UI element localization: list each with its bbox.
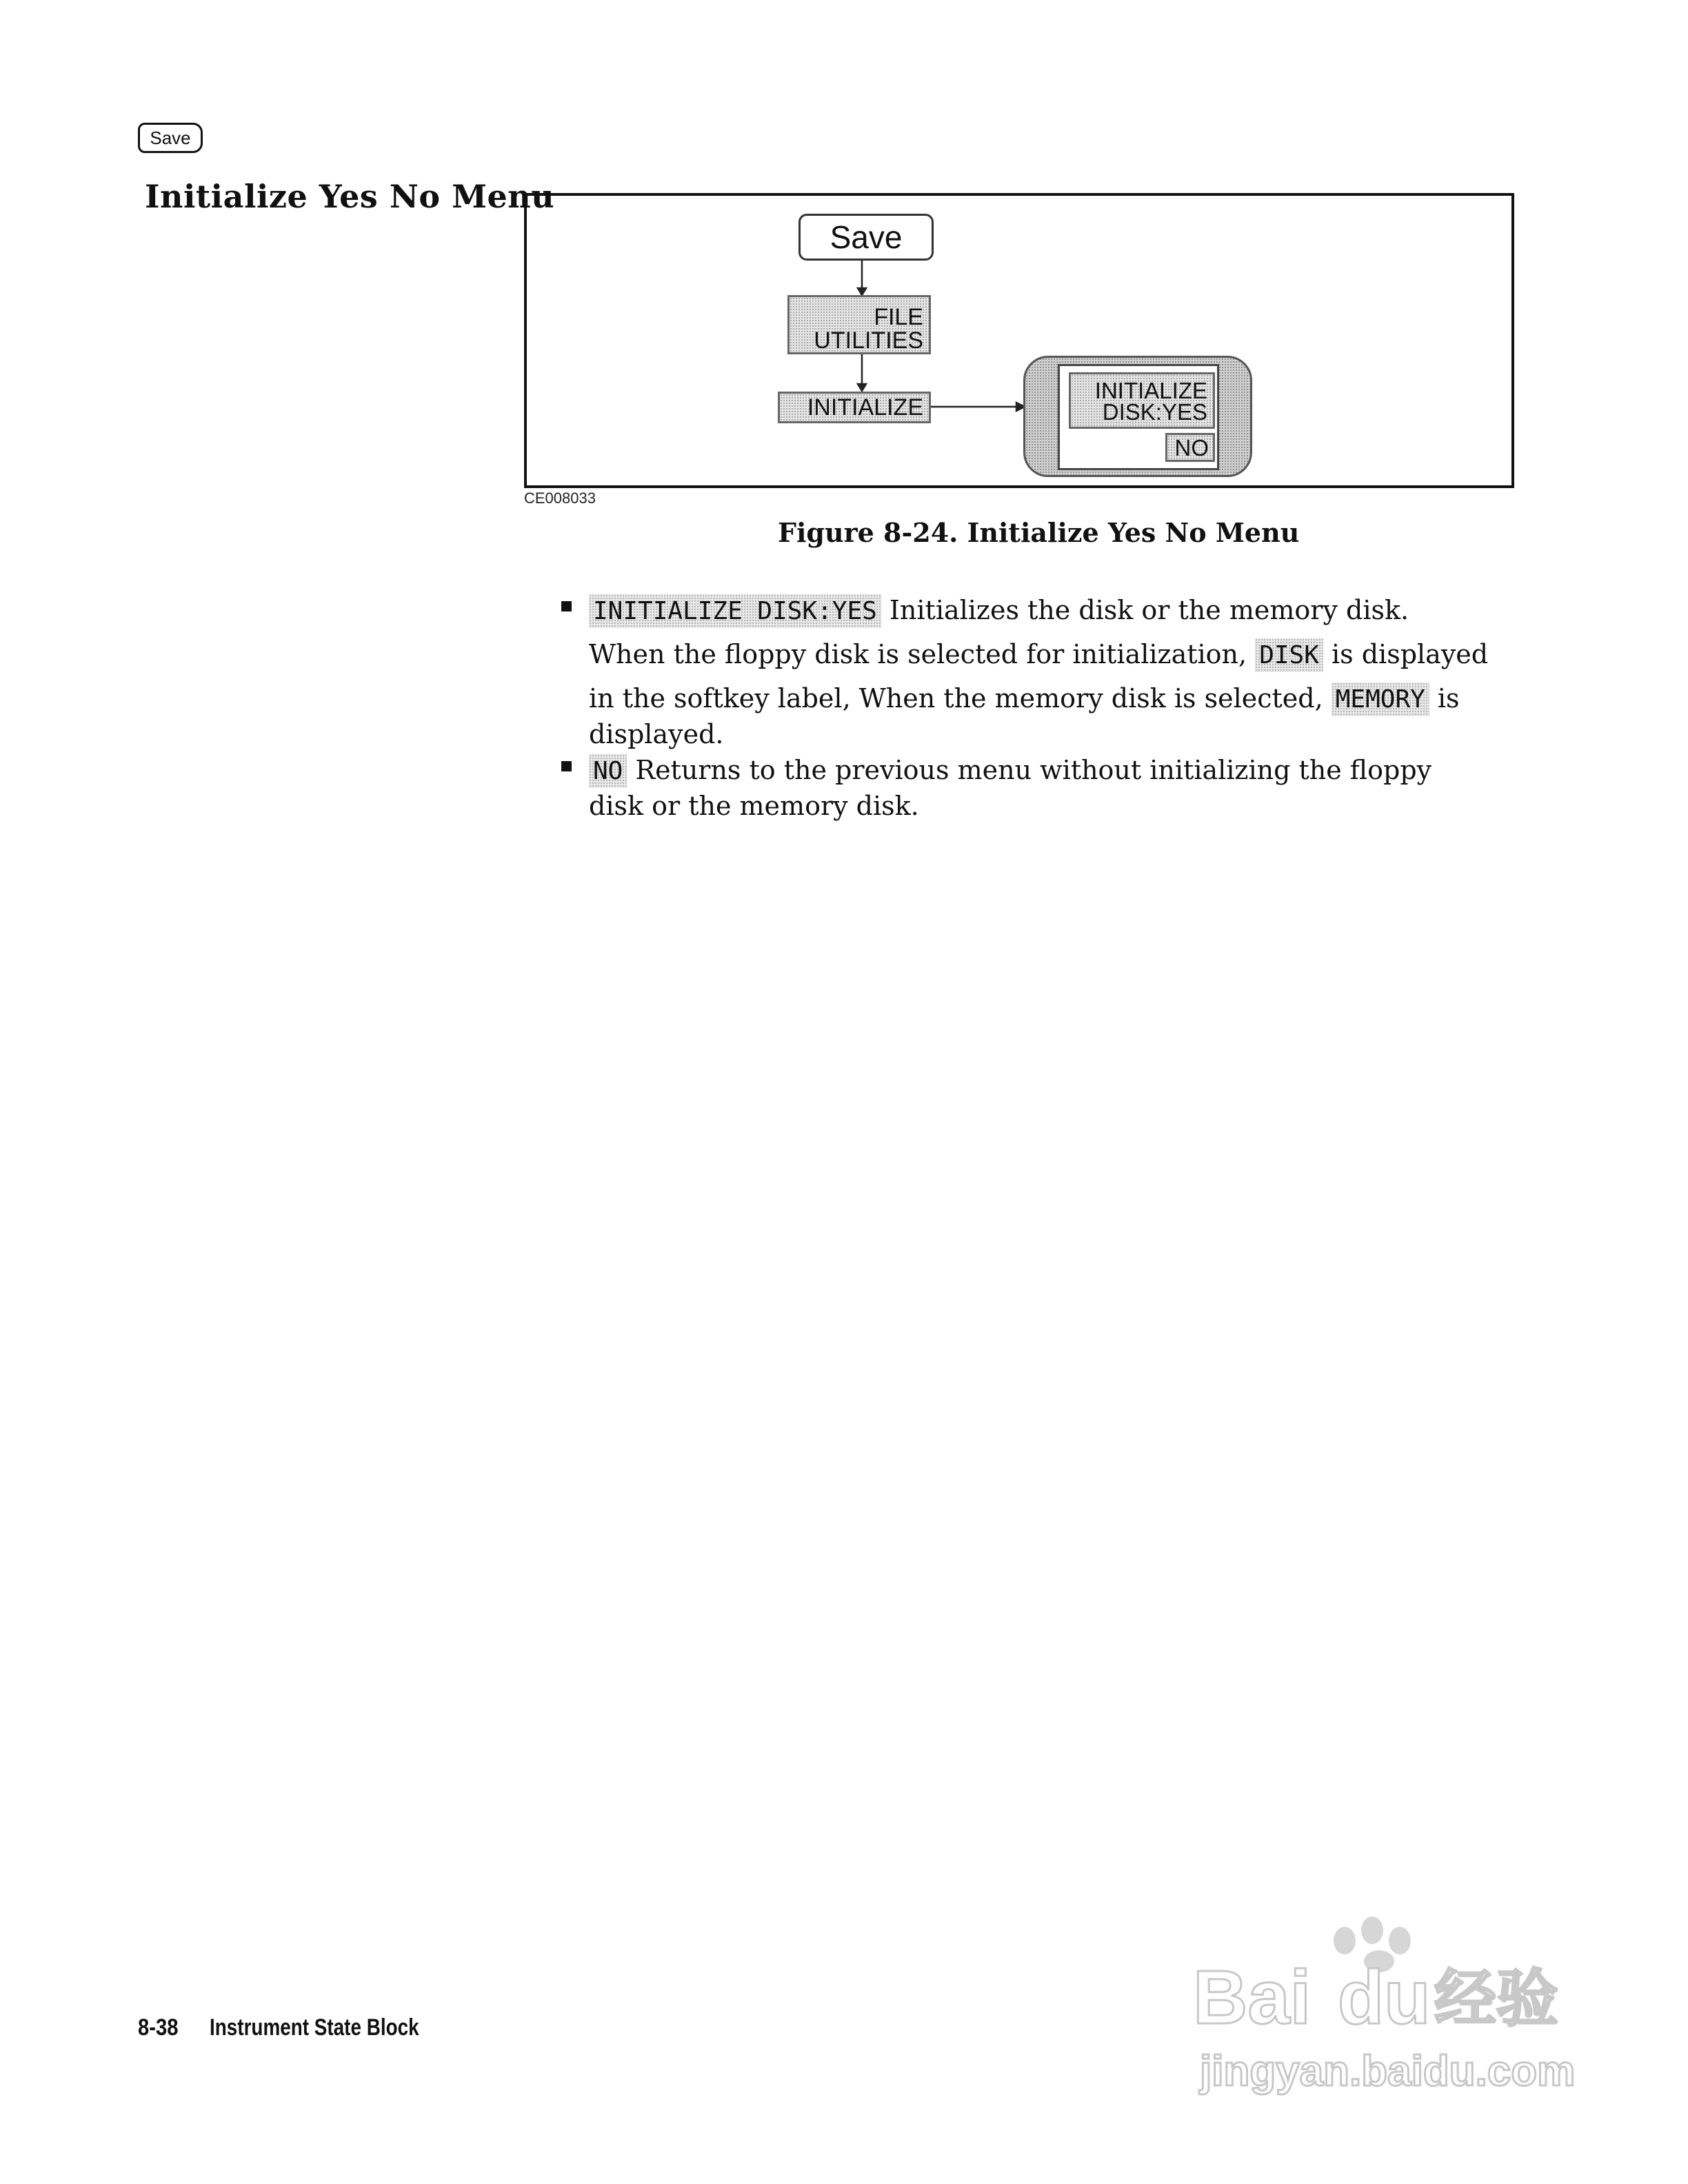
diagram-file-utilities-softkey — [787, 295, 931, 354]
diagram-connectors — [0, 0, 1688, 552]
watermark-brand: Bai — [1193, 1955, 1312, 2040]
bullet-2-line-1 — [589, 757, 1431, 784]
bullet-text: Initializes the disk or the memory disk. — [889, 595, 1409, 625]
softkey-line: FILE — [874, 304, 923, 330]
memory-softkey-label: MEMORY — [1332, 682, 1429, 716]
figure-code: CE008033 — [524, 489, 596, 507]
figure-caption: Figure 8-24. Initialize Yes No Menu — [778, 517, 1300, 548]
save-key-icon: Save — [138, 123, 203, 153]
bullet-1-line-1 — [589, 597, 1409, 624]
diagram-no-softkey: NO — [1165, 433, 1215, 462]
bullet-text: is — [1437, 683, 1460, 714]
footer-section-title: Instrument State Block — [210, 2014, 419, 2041]
watermark-brand-2: du — [1338, 1955, 1431, 2040]
bullet-text: Returns to the previous menu without initializing the floppy — [635, 755, 1432, 785]
bullet-1-line-3 — [589, 685, 1460, 712]
diagram-save-key: Save — [798, 214, 934, 261]
bullet-marker — [561, 601, 572, 611]
softkey-line: UTILITIES — [814, 327, 923, 354]
diagram-initialize-softkey: INITIALIZE — [778, 392, 931, 423]
softkey-line: DISK:YES — [1102, 399, 1207, 425]
diagram-initialize-disk-yes-softkey — [1069, 372, 1215, 429]
softkey-line: INITIALIZE — [1094, 378, 1207, 403]
baidu-watermark-logo — [1172, 1903, 1586, 2110]
watermark-cn: 经验 — [1434, 1965, 1558, 2034]
initialize-disk-yes-softkey-label: INITIALIZE DISK:YES — [589, 594, 881, 628]
disk-softkey-label: DISK — [1255, 638, 1323, 672]
watermark-url: jingyan.baidu.com — [1200, 2048, 1576, 2095]
section-heading: Initialize Yes No Menu — [145, 178, 555, 215]
bullet-1-line-2 — [589, 641, 1488, 668]
bullet-text: in the softkey label, When the memory disk is selected, — [589, 683, 1323, 714]
bullet-marker — [561, 761, 572, 771]
bullet-text: is displayed — [1331, 639, 1489, 669]
bullet-2-line-2: disk or the memory disk. — [589, 791, 919, 821]
bullet-1-line-4: displayed. — [589, 719, 724, 749]
no-softkey-label: NO — [589, 754, 627, 788]
bullet-text: When the floppy disk is selected for initialization, — [589, 639, 1247, 669]
page-number: 8-38 — [138, 2014, 179, 2041]
